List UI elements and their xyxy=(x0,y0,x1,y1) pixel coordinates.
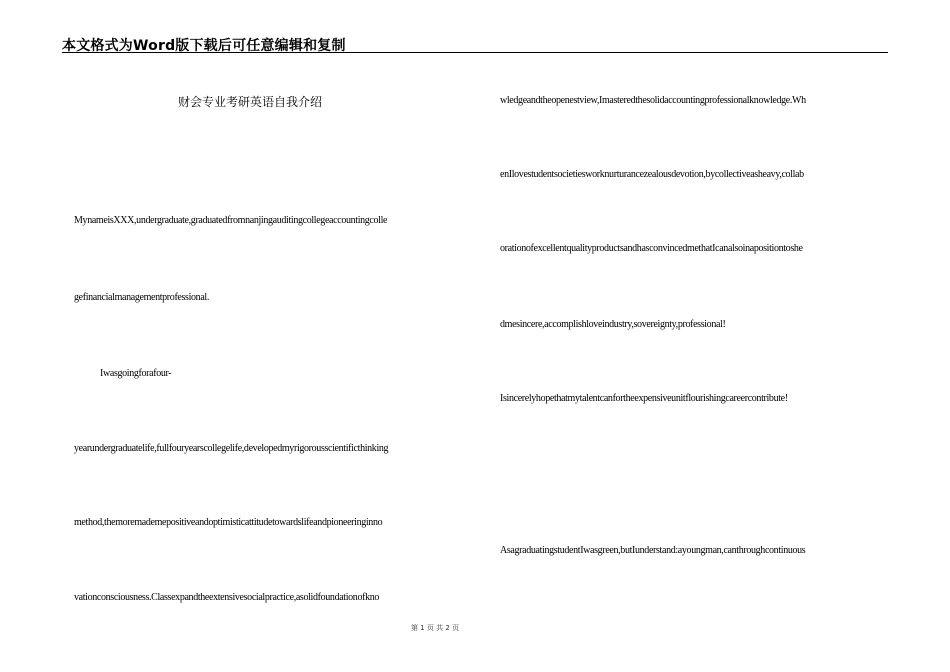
header-divider xyxy=(62,52,888,53)
document-title: 财会专业考研英语自我介绍 xyxy=(177,95,322,109)
page-number-footer: 第 1 页 共 2 页 xyxy=(410,624,460,632)
right-column-line: orationofexcellentqualityproductsandhasconvincedmethatIcanalsoinapositiontoshe xyxy=(500,243,803,254)
right-column-line: enIlovestudentsocietiesworknurturancezealousdevotion,bycollectiveasheavy,collab xyxy=(500,169,804,180)
left-column-line: method,themoremademepositiveandoptimisticattitudetowardslifeandpioneeringinno xyxy=(74,517,383,528)
right-column-line: wledgeandtheopenestview,Imasteredthesolidaccountingprofessionalknowledge.Wh xyxy=(500,95,806,106)
right-column-line: dmesincere,accomplishloveindustry,sovereignty,professional! xyxy=(500,319,726,330)
left-column-line: gefinancialmanagementprofessional. xyxy=(74,292,209,303)
left-column-line: Iwasgoingforafour- xyxy=(100,368,172,379)
right-column-line: AsagraduatingstudentIwasgreen,butIunderstand:ayoungman,canthroughcontinuous xyxy=(500,545,806,556)
document-header-title: 本文格式为Word版下载后可任意编辑和复制 xyxy=(62,38,346,54)
left-column-line: MynameisXXX,undergraduate,graduatedfromnanjingauditingcollegeaccountingcolle xyxy=(74,215,388,226)
left-column-line: vationconsciousness.Classexpandtheextensivesocialpractice,asolidfoundationofkno xyxy=(74,592,380,603)
right-column-line: Isincerelyhopethatmytalentcanfortheexpensiveunitflourishingcareercontribute! xyxy=(500,393,788,404)
left-column-line: yearundergraduatelife,fullfouryearscollegelife,developedmyrigorousscientificthinking xyxy=(74,443,389,454)
